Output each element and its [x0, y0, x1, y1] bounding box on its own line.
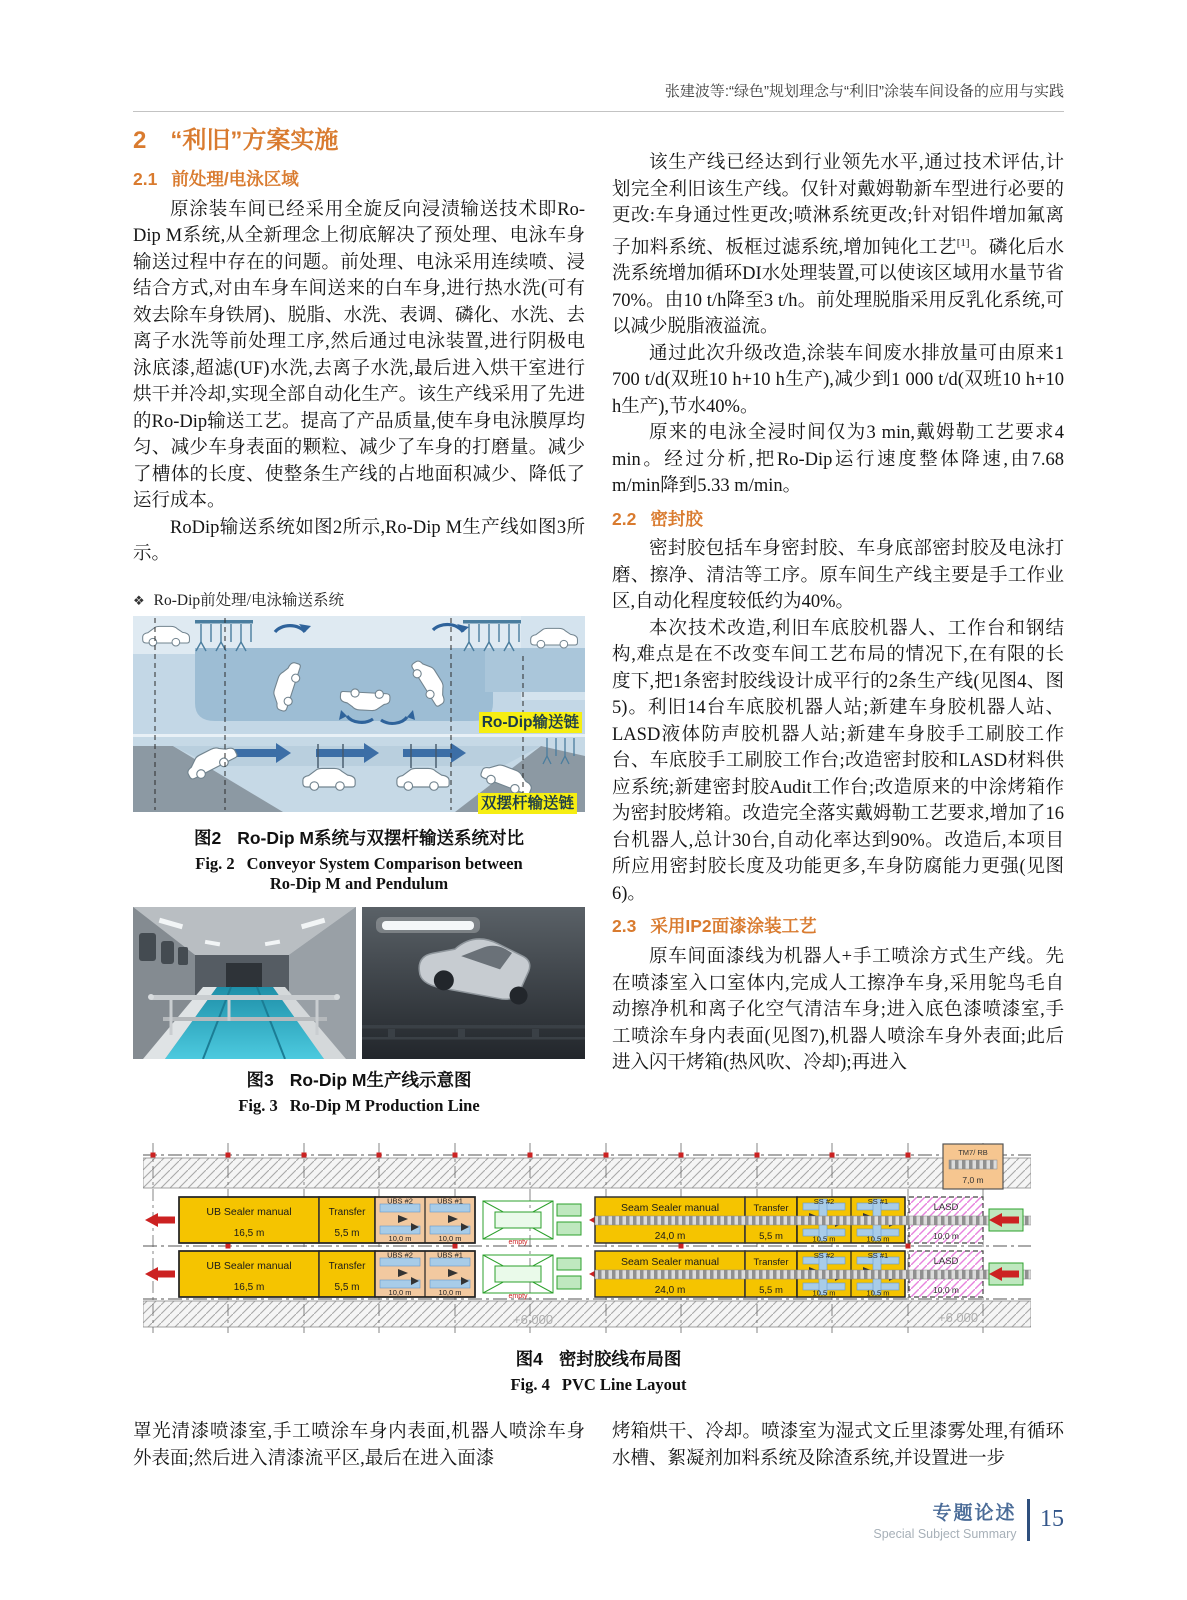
tm7-oven-box	[943, 1144, 1003, 1189]
right-paragraph-2: 通过此次升级改造,涂装车间废水排放量可由原来1 700 t/d(双班10 h+10 h生产),减少到1 000 t/d(双班10 h+10 h生产),节水40%。	[612, 343, 1064, 417]
figure-4-title-zh: 密封胶线布局图	[558, 1348, 682, 1369]
section-2-2-title: 密封胶	[650, 508, 703, 529]
page-footer	[133, 1498, 1064, 1541]
footer-block	[873, 1498, 1064, 1541]
figure-2-title-en: Conveyor System Comparison between Ro-Dip M and Pendulum	[246, 853, 523, 894]
section-2-1-number: 2.1	[133, 169, 158, 189]
rodip-chain-tag: Ro-Dip输送链	[479, 712, 582, 733]
right-paragraph-3: 原来的电泳全浸时间仅为3 min,戴姆勒工艺要求4 min。经过分析,把Ro-Dip运行速度整体降速,由7.68 m/min降到5.33 m/min。	[612, 423, 1064, 497]
pendulum-chain-tag: 双摆杆输送链	[478, 793, 577, 814]
left-column	[133, 126, 585, 1117]
figure-4-number-zh: 图4	[515, 1348, 543, 1369]
right-paragraph-6: 原车间面漆线为机器人+手工喷涂方式生产线。先在喷漆室入口室体内,完成人工擦净车身,采用鸵鸟毛自动擦净机和离子化空气清洁车身;进入底色漆喷漆室,手工喷涂车身内表面(见图7),机器人喷涂车身外表面;此后进入闪干烤箱(热风吹、冷却);再进入	[612, 947, 1064, 1074]
tm7-label: TM7/ RB	[958, 1147, 988, 1157]
section-2-number: 2	[133, 127, 147, 154]
left-paragraph-2: RoDip输送系统如图2所示,Ro-Dip M生产线如图3所示。	[133, 517, 585, 565]
figure-2-title-zh: Ro-Dip M系统与双摆杆输送系统对比	[237, 827, 525, 848]
section-2-title: “利旧”方案实施	[170, 127, 339, 154]
right-column	[612, 126, 1064, 1117]
figure-4-title-en: PVC Line Layout	[561, 1374, 687, 1394]
page-number: 15	[1040, 1506, 1064, 1533]
citation-1: [1]	[956, 236, 970, 249]
bottom-right-paragraph: 烤箱烘干、冷却。喷漆室为湿式文丘里漆雾处理,有循环水槽、絮凝剂加料系统及除渣系统,并设置进一步	[612, 1422, 1064, 1469]
elevation-label-2: +6.000	[938, 1309, 979, 1325]
bottom-right-column	[612, 1419, 1064, 1472]
footer-labels	[873, 1498, 1016, 1541]
figure-4-caption-en	[133, 1375, 1064, 1396]
bottom-left-paragraph: 罩光清漆喷漆室,手工喷涂车身内表面,机器人喷涂车身外表面;然后进入清漆流平区,最后在进入面漆	[133, 1422, 585, 1469]
figure-3-photo-tunnel	[133, 907, 356, 1059]
left-paragraph-1: 原涂装车间已经采用全旋反向浸渍输送技术即Ro-Dip M系统,从全新理念上彻底解决了预处理、电泳车身输送过程中存在的问题。前处理、电泳采用连续喷、浸结合方式,对由车身车间送来的白车身,进行热水洗(可有效去除车身铁屑)、脱脂、水洗、表调、磷化、水洗、去离子水洗等前处理工序,然后通过电泳装置,进行阴极电泳底漆,超滤(UF)水洗,去离子水洗,最后进入烘干室进行烘干并冷却,实现全部自动化生产。该生产线采用了先进的Ro-Dip输送工艺。提高了产品质量,使车身电泳膜厚均匀、减少车身表面的颗粒、减少了车身的打磨量。减少了槽体的长度、使整条生产线的占地面积减少、降低了运行成本。	[133, 199, 585, 512]
fluorescent-light	[382, 921, 474, 930]
figure-2-label	[133, 588, 585, 610]
figure-2-label-text: Ro-Dip前处理/电泳输送系统	[153, 591, 344, 609]
figure-2-caption-zh	[133, 825, 585, 850]
figure-3-title-en: Ro-Dip M Production Line	[289, 1096, 480, 1115]
right-paragraph-5: 本次技术改造,利旧车底胶机器人、工作台和钢结构,难点是在不改变车间工艺布局的情况下,在有限的长度下,把1条密封胶线设计成平行的2条生产线(见图4、图5)。利旧14台车底胶机器人站;新建车身胶机器人站、LASD液体防声胶机器人站;新建车身胶手工刷胶工作台、车底胶手工刷胶工作台;改造密封胶和LASD材料供应系统;新建密封胶Audit工作台;改造原来的中涂烤箱作为密封胶烤箱。改造完全落实戴姆勒工艺要求,增加了16台机器人,总计30台,自动化率达到90%。改造后,本项目所应用密封胶长度及功能更多,车身防腐能力更强(见图6)。	[612, 618, 1064, 904]
right-paragraph-1	[612, 150, 1064, 341]
footer-divider-bar	[1027, 1499, 1031, 1541]
section-2-2-heading	[612, 508, 1064, 531]
elevation-label-1: +6.000	[513, 1311, 554, 1327]
section-2-1-title: 前处理/电泳区域	[171, 169, 299, 189]
figure-2-caption-en	[183, 854, 535, 895]
section-2-1-heading	[133, 168, 585, 191]
right-paragraph-1-text: 该生产线已经达到行业领先水平,通过技术评估,计划完全利旧该生产线。仅针对戴姆勒新车型进行必要的更改:车身通过性更改;喷淋系统更改;针对铝件增加氟离子加料系统、板框过滤系统,增加钝化工艺	[612, 153, 1064, 258]
section-2-3-heading	[612, 915, 1064, 938]
diamond-bullet-icon: ❖	[133, 592, 145, 608]
footer-section-en: Special Subject Summary	[873, 1527, 1017, 1542]
figure-4	[143, 1143, 1064, 1338]
figure-3-caption-en	[133, 1096, 585, 1117]
running-head: 张建波等:“绿色”规划理念与“利旧”涂装车间设备的应用与实践	[664, 83, 1064, 100]
figure-3-number-en: Fig. 3	[238, 1096, 278, 1115]
figure-3-caption-zh	[133, 1067, 585, 1092]
section-2-3-number: 2.3	[612, 916, 637, 937]
section-2-heading	[133, 126, 585, 156]
right-paragraph-1-cont: 。磷化后水洗系统增加循环DI水处理装置,可以使该区域用水量节省70%。由10 t/h降至3 t/h。前处理脱脂采用反乳化系统,可以减少脱脂液溢流。	[612, 237, 1064, 338]
figure-4-number-en: Fig. 4	[510, 1374, 550, 1394]
section-2-3-title: 采用IP2面漆涂装工艺	[650, 916, 817, 937]
wall-bottom	[143, 1301, 1031, 1327]
page-content	[133, 0, 1064, 1541]
main-columns	[133, 126, 1064, 1117]
figure-3	[133, 907, 585, 1059]
figure-3-number-zh: 图3	[246, 1070, 274, 1090]
figure-3-title-zh: Ro-Dip M生产线示意图	[289, 1070, 472, 1090]
figure-2	[133, 616, 585, 817]
bottom-columns	[133, 1419, 1064, 1472]
section-2-2-number: 2.2	[612, 508, 637, 529]
figure-2-number-en: Fig. 2	[195, 853, 235, 873]
wall-top	[143, 1158, 1031, 1188]
figure-4-cad-layout	[143, 1143, 1031, 1333]
footer-section-zh: 专题论述	[932, 1503, 1017, 1525]
figure-2-number-zh: 图2	[193, 827, 222, 848]
tm7-length: 7,0 m	[962, 1174, 984, 1185]
bottom-left-column	[133, 1419, 585, 1472]
header-divider	[133, 111, 1064, 112]
right-paragraph-4: 密封胶包括车身密封胶、车身底部密封胶及电泳打磨、擦净、清洁等工序。原车间生产线主要是手工作业区,自动化程度较低约为40%。	[612, 539, 1064, 613]
figure-4-caption-zh	[133, 1346, 1064, 1371]
figure-3-photo-carbody	[362, 907, 585, 1059]
